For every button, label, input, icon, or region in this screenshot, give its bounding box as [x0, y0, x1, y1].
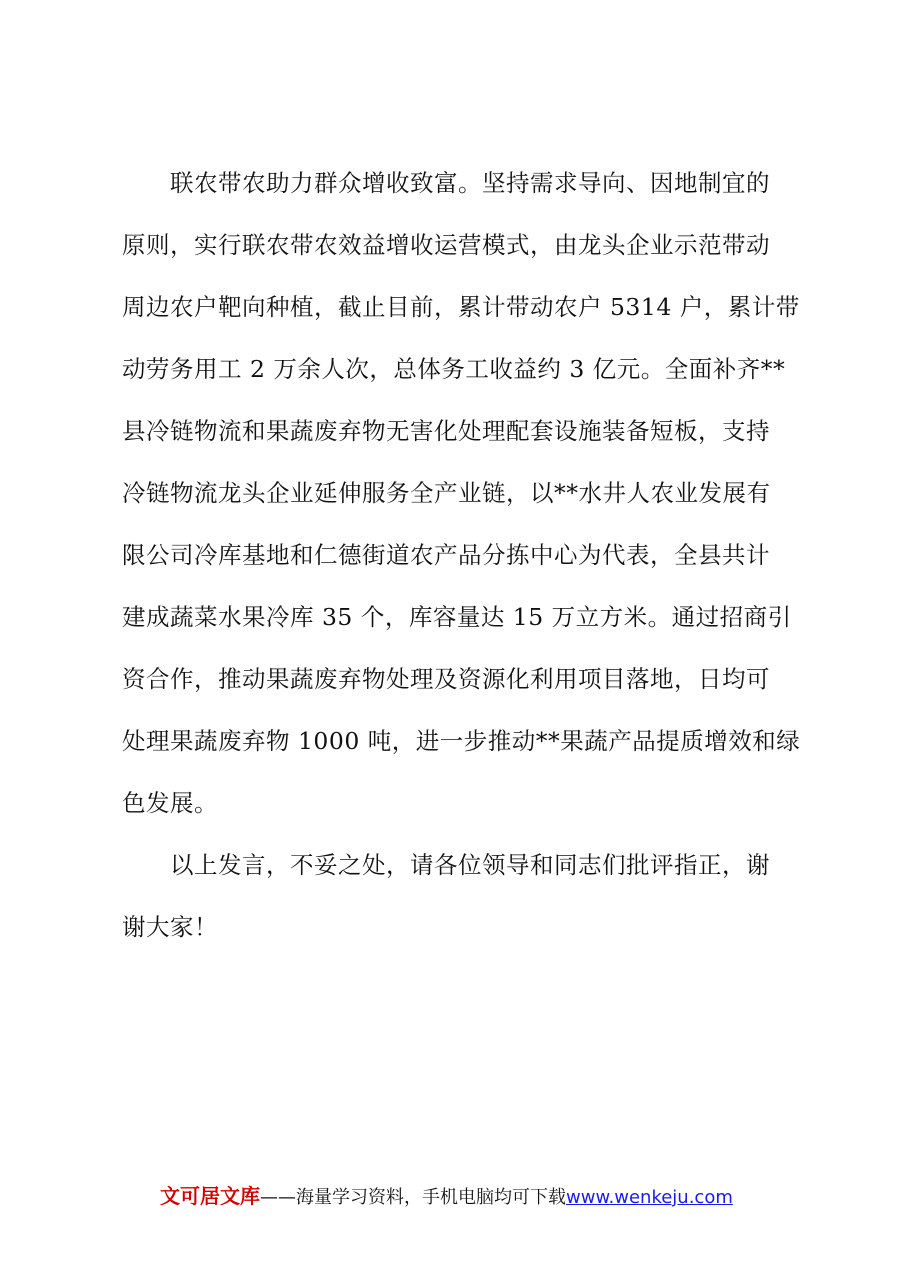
paragraph-line: 处理果蔬废弃物 1000 吨，进一步推动**果蔬产品提质增效和绿: [122, 727, 801, 755]
paragraph-line: 以上发言，不妥之处，请各位领导和同志们批评指正，谢: [170, 851, 770, 879]
paragraph-line: 联农带农助力群众增收致富。坚持需求导向、因地制宜的: [170, 169, 770, 197]
footer-banner: [160, 1182, 733, 1212]
paragraph-line: 谢大家！: [122, 913, 218, 941]
paragraph-line: 建成蔬菜水果冷库 35 个，库容量达 15 万立方米。通过招商引: [122, 603, 792, 631]
paragraph-line: 周边农户靶向种植，截止目前，累计带动农户 5314 户，累计带: [122, 293, 800, 321]
footer-brand: 文可居文库: [160, 1184, 260, 1208]
paragraph-line: 县冷链物流和果蔬废弃物无害化处理配套设施装备短板，支持: [122, 417, 770, 445]
footer-tagline: ——海量学习资料，手机电脑均可下载: [260, 1187, 566, 1208]
paragraph-line: 限公司冷库基地和仁德街道农产品分拣中心为代表，全县共计: [122, 541, 770, 569]
paragraph-line: 冷链物流龙头企业延伸服务全产业链，以**水井人农业发展有: [122, 479, 771, 507]
paragraph-line: 动劳务用工 2 万余人次，总体务工收益约 3 亿元。全面补齐**: [122, 355, 786, 383]
paragraph-line: 资合作，推动果蔬废弃物处理及资源化利用项目落地，日均可: [122, 665, 770, 693]
paragraph-line: 原则，实行联农带农效益增收运营模式，由龙头企业示范带动: [122, 231, 770, 259]
footer-website-link[interactable]: www.wenkeju.com: [566, 1187, 733, 1208]
paragraph-line: 色发展。: [122, 789, 218, 817]
